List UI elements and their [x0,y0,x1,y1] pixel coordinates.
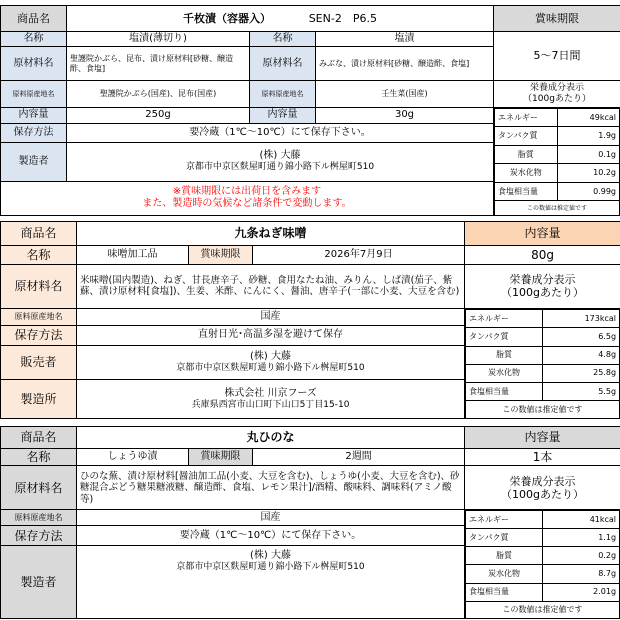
label-maru-hinona [0,426,620,618]
seller-name: (株) 大藤 [250,351,291,363]
storage-value: 直射日光･高温多湿を避けて保存 [77,325,465,345]
nutrition-row: 炭水化物 8.7g [466,565,620,583]
name-label: 名称 [1,449,77,466]
ingredients-label: 原材料名 [1,47,67,81]
nutrition-title: 栄養成分表示 [509,474,576,488]
nutrition-row: タンパク質 1.1g [466,529,620,547]
expiry-label: 賞味期限 [494,6,620,32]
nutrition-row: 炭水化物 25.8g [466,364,620,382]
nutrition-row: タンパク質 6.5g [466,328,620,346]
expiry-label: 賞味期限 [189,246,253,264]
storage-label: 保存方法 [1,526,77,546]
origin-value-2: 壬生菜(国産) [316,81,494,107]
content-label: 内容量 [465,427,620,449]
nutrition-row: タンパク質 1.9g [495,127,620,146]
ingredients-label: 原材料名 [1,264,77,309]
product-name: 丸ひのな [77,427,465,449]
origin-label: 原料原産地名 [1,309,77,325]
expiry-value: 5～7日間 [494,31,620,81]
name-value: 塩漬(薄切り) [67,31,250,47]
content-value: 250g [67,107,250,123]
name-label: 名称 [1,31,67,47]
nutrition-sub: （100gあたり） [501,286,585,300]
storage-value: 要冷蔵（1℃～10℃）にて保存下さい。 [77,526,465,546]
label-1-table [0,5,620,216]
seller-label: 販売者 [1,345,77,380]
nutrition-title: 栄養成分表示 [509,273,576,287]
maker-address: 兵庫県西宮市山口町下山口5丁目15-10 [191,399,350,410]
nutrition-row: エネルギー 41kcal [466,511,620,529]
origin-label: 原料原産地名 [1,510,77,526]
maker-name: (株) 大藤 [259,150,301,162]
nutrition-note-row [466,401,620,419]
note-2: また、製造時の気候など諸条件で変動します。 [142,198,352,210]
content-label-2: 内容量 [250,107,316,123]
maker-name: (株) 大藤 [250,550,291,562]
expiry-value: 2026年7月9日 [253,246,465,264]
ingredients-label: 原材料名 [1,466,77,510]
name-value-2: 塩漬 [316,31,494,47]
nutrition-row: 食塩相当量 5.5g [466,382,620,400]
label-kujo-negi-miso [0,221,620,419]
maker-address: 京都市中京区麩屋町通り錦小路下ル桝屋町510 [176,562,365,573]
ingredients-value-2: みぶな、漬け原材料[砂糖、醸造酢、食塩] [316,47,494,81]
nutrition-row: 食塩相当量 2.01g [466,583,620,601]
label-3-table [0,426,620,619]
storage-value: 要冷蔵（1℃～10℃）にて保存下さい。 [67,123,494,142]
maker-label: 製造者 [1,546,77,619]
product-name-label: 商品名 [1,427,77,449]
note-1: ※賞味期限には出荷日を含みます [172,186,322,198]
name-label: 名称 [1,246,77,264]
ingredients-value: 聖護院かぶら、昆布、漬け原材料[砂糖、醸造酢、食塩] [67,47,250,81]
expiry-value: 2週間 [253,449,465,466]
ingredients-value: 米味噌(国内製造)、ねぎ、甘長唐辛子、砂糖、食用なたね油、みりん、しば漬(茄子、紫蘇、漬け原材料[食塩])、生姜、米酢、にんにく、醤油、唐辛子(一部に小麦、大豆を含む) [77,264,465,309]
label-2-table [0,221,620,419]
product-name-label: 商品名 [1,6,67,32]
origin-value: 国産 [77,309,465,325]
nutrition-row: 炭水化物 10.2g [495,164,620,183]
product-code: SEN-2 P6.5 [308,11,377,25]
product-name: 千枚漬（容器入） [183,11,272,25]
nutrition-title: 栄養成分表示 [529,83,584,94]
nutrition-row: 食塩相当量 0.99g [495,182,620,201]
maker-label: 製造所 [1,380,77,419]
nutrition-note: この数値は推定値です [466,401,620,419]
name-value: しょうゆ漬 [77,449,189,466]
nutrition-note: この数値は推定値です [495,201,620,215]
content-value-2: 30g [316,107,494,123]
nutrition-row: エネルギー 49kcal [495,108,620,127]
label-senmaizuke [0,5,620,216]
name-label-2: 名称 [250,31,316,47]
origin-value: 国産 [77,510,465,526]
content-value: 80g [465,246,620,264]
expiry-label: 賞味期限 [189,449,253,466]
nutrition-row: 脂質 4.8g [466,346,620,364]
ingredients-label-2: 原材料名 [250,47,316,81]
origin-label: 原料原産地名 [1,81,67,107]
storage-label: 保存方法 [1,325,77,345]
content-label: 内容量 [465,222,620,246]
origin-value: 聖護院かぶら(国産)、昆布(国産) [67,81,250,107]
product-name-label: 商品名 [1,222,77,246]
content-value: 1本 [465,449,620,466]
nutrition-sub: （100gあたり） [501,487,585,501]
nutrition-table [465,510,620,619]
maker-address: 京都市中京区麩屋町通り錦小路下ル桝屋町510 [185,162,375,173]
maker-name: 株式会社 川京フーズ [224,387,317,399]
product-name: 九条ねぎ味噌 [77,222,465,246]
name-value: 味噌加工品 [77,246,189,264]
nutrition-note: この数値は推定値です [466,601,620,618]
ingredients-value: ひのな蕪、漬け原材料[醤油加工品(小麦、大豆を含む)、しょうゆ(小麦、大豆を含む)、砂糖混合ぶどう糖果糖液糖、醸造酢、食塩、レモン果汁]/酒精、酸味料、調味料(アミノ酸等) [77,466,465,510]
maker-label: 製造者 [1,142,67,181]
nutrition-table [465,309,620,419]
nutrition-row: 脂質 0.2g [466,547,620,565]
nutrition-table [494,107,620,215]
storage-label: 保存方法 [1,123,67,142]
nutrition-row: エネルギー 173kcal [466,310,620,328]
nutrition-note-row [466,601,620,618]
content-label: 内容量 [1,107,67,123]
nutrition-row: 脂質 0.1g [495,145,620,164]
nutrition-sub: （100gあたり） [523,94,591,104]
origin-label-2: 原料原産地名 [250,81,316,107]
nutrition-note-row [495,201,620,215]
seller-address: 京都市中京区麩屋町通り錦小路下ル桝屋町510 [176,363,365,374]
